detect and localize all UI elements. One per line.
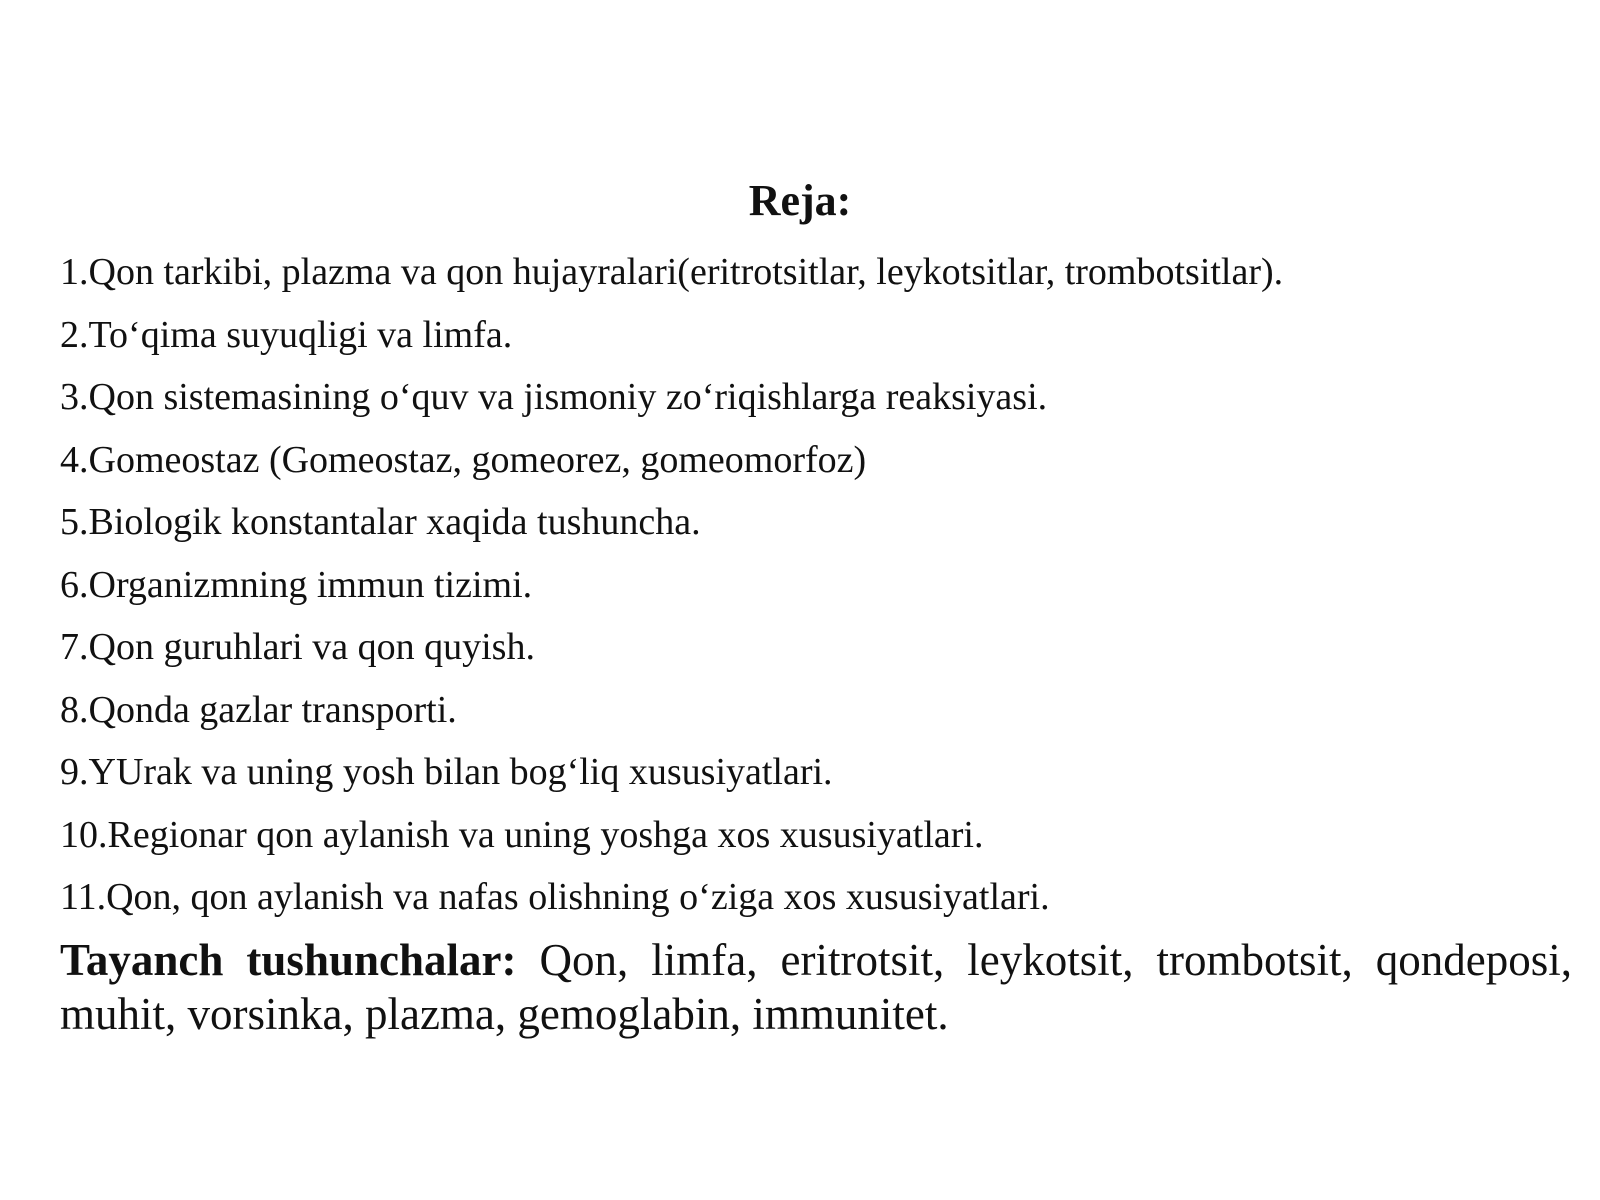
plan-item-3: 3.Qon sistemasining o‘quv va jismoniy zo‘riqishlarga reaksiyasi.: [60, 376, 1048, 418]
plan-item-6: 6.Organizmning immun tizimi.: [60, 563, 533, 606]
plan-item-9: 9.YUrak va uning yosh bilan bog‘liq xususiyatlari.: [60, 751, 833, 793]
plan-item-5: 5.Biologik konstantalar xaqida tushuncha.: [60, 501, 701, 543]
keywords-label: Tayanch tushunchalar:: [60, 935, 517, 985]
plan-list: [60, 241, 1560, 929]
plan-item-8: 8.Qonda gazlar transporti.: [60, 688, 457, 731]
plan-item-11: 11.Qon, qon aylanish va nafas olishning o‘ziga xos xususiyatlari.: [60, 876, 1050, 918]
keywords-text: Qon, limfa, eritrotsit, leykotsit, trombotsit, qondeposi, muhit, vorsinka, plazma, gemoglabin, immunitet.: [60, 935, 1572, 1039]
page-title: Reja:: [748, 176, 852, 225]
plan-item-4: 4.Gomeostaz (Gomeostaz, gomeorez, gomeomorfoz): [60, 438, 867, 481]
plan-item-1: 1.Qon tarkibi, plazma va qon hujayralari(eritrotsitlar, leykotsitlar, trombotsitlar).: [60, 251, 1284, 293]
plan-item-10: 10.Regionar qon aylanish va uning yoshga xos xususiyatlari.: [60, 813, 984, 856]
plan-item-2: 2.To‘qima suyuqligi va limfa.: [60, 313, 513, 356]
plan-item-7: 7.Qon guruhlari va qon quyish.: [60, 626, 535, 668]
keywords-paragraph: [60, 933, 1572, 1041]
